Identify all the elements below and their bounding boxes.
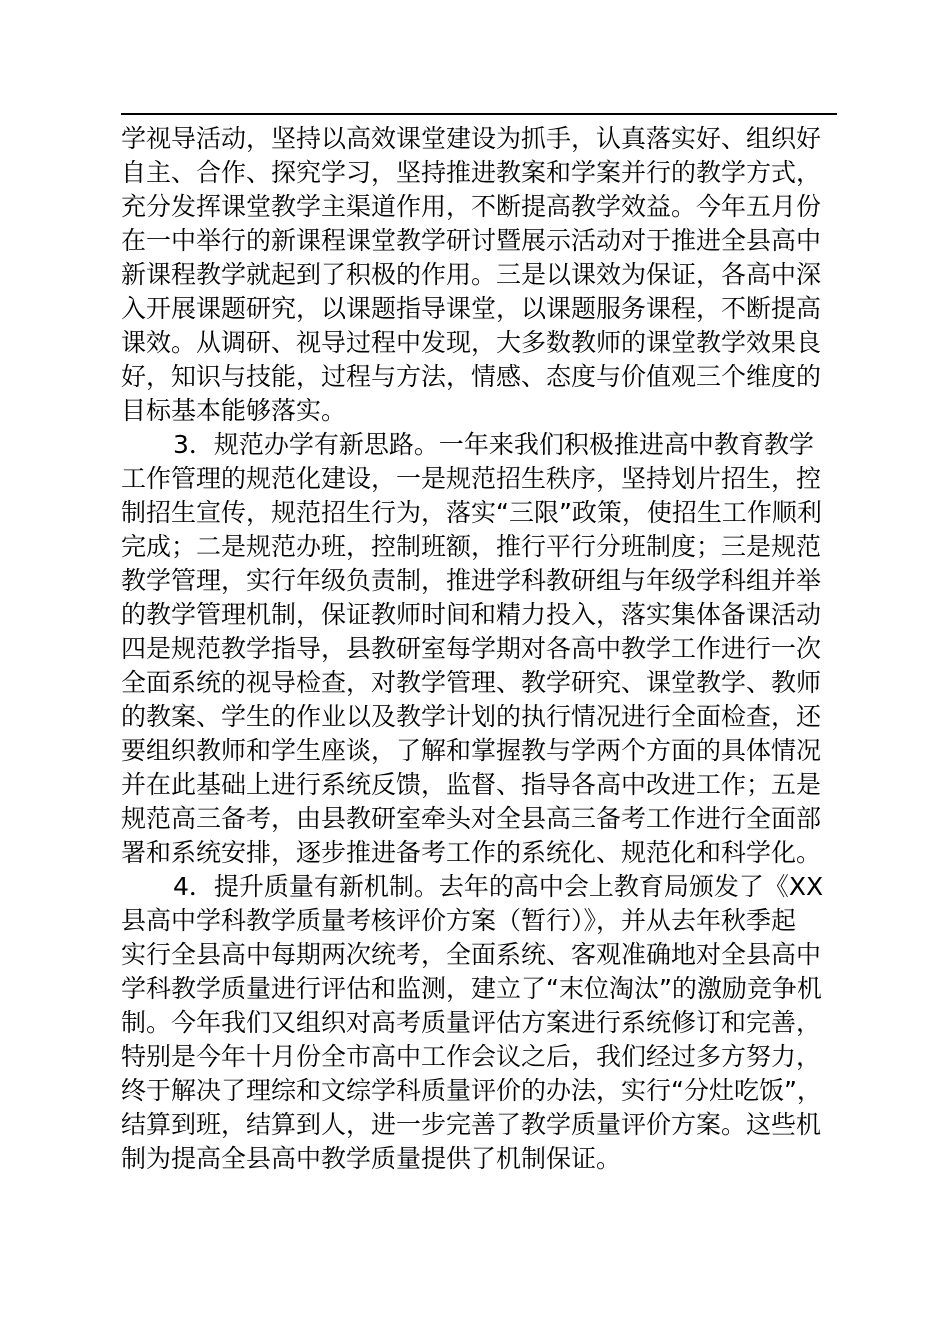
paragraph-heading-3: 3．规范办学有新思路。一年来我们积极推进高中教育教学 xyxy=(173,430,814,459)
text-line: 全面系统的视导检查，对教学管理、教学研究、课堂教学、教师 xyxy=(121,668,822,697)
text-line: 课效。从调研、视导过程中发现，大多数教师的课堂教学效果良 xyxy=(121,328,822,357)
text-line: 好，知识与技能，过程与方法，情感、态度与价值观三个维度的 xyxy=(121,362,822,391)
text-line: 入开展课题研究，以课题指导课堂，以课题服务课程，不断提高 xyxy=(121,294,822,323)
text-line: 充分发挥课堂教学主渠道作用，不断提高教学效益。今年五月份 xyxy=(121,192,822,221)
text-line: 学视导活动，坚持以高效课堂建设为抓手，认真落实好、组织好 xyxy=(121,124,822,153)
text-line: 要组织教师和学生座谈，了解和掌握教与学两个方面的具体情况 xyxy=(121,736,822,765)
text-line: 制招生宣传，规范招生行为，落实“三限”政策，使招生工作顺利 xyxy=(121,498,822,527)
text-line: 署和系统安排，逐步推进备考工作的系统化、规范化和科学化。 xyxy=(121,838,822,867)
text-line: 教学管理，实行年级负责制，推进学科教研组与年级学科组并举 xyxy=(121,566,822,595)
text-line: 的教案、学生的作业以及教学计划的执行情况进行全面检查，还 xyxy=(121,702,822,731)
text-line: 完成；二是规范办班，控制班额，推行平行分班制度；三是规范 xyxy=(121,532,822,561)
text-line: 自主、合作、探究学习，坚持推进教案和学案并行的教学方式， xyxy=(121,158,822,187)
text-line: 新课程教学就起到了积极的作用。三是以课效为保证，各高中深 xyxy=(121,260,822,289)
text-line: 终于解决了理综和文综学科质量评价的办法，实行“分灶吃饭”， xyxy=(121,1076,822,1105)
header-rule xyxy=(121,113,837,115)
text-line: 四是规范教学指导，县教研室每学期对各高中教学工作进行一次 xyxy=(121,634,822,663)
text-line: 结算到班，结算到人，进一步完善了教学质量评价方案。这些机 xyxy=(121,1110,822,1139)
text-line: 目标基本能够落实。 xyxy=(121,396,347,425)
text-line: 实行全县高中每期两次统考，全面系统、客观准确地对全县高中 xyxy=(121,940,822,969)
text-line: 学科教学质量进行评估和监测，建立了“末位淘汰”的激励竞争机 xyxy=(121,974,822,1003)
text-line: 工作管理的规范化建设，一是规范招生秩序，坚持划片招生，控 xyxy=(121,464,822,493)
text-line: 特别是今年十月份全市高中工作会议之后，我们经过多方努力， xyxy=(121,1042,822,1071)
text-line: 制。今年我们又组织对高考质量评估方案进行系统修订和完善， xyxy=(121,1008,822,1037)
text-line: 的教学管理机制，保证教师时间和精力投入，落实集体备课活动 xyxy=(121,600,822,629)
paragraph-heading-4: 4．提升质量有新机制。去年的高中会上教育局颁发了《XX xyxy=(173,872,824,901)
text-line: 并在此基础上进行系统反馈，监督、指导各高中改进工作；五是 xyxy=(121,770,822,799)
text-line: 在一中举行的新课程课堂教学研讨暨展示活动对于推进全县高中 xyxy=(121,226,822,255)
text-line: 制为提高全县高中教学质量提供了机制保证。 xyxy=(121,1144,622,1173)
text-line: 规范高三备考，由县教研室牵头对全县高三备考工作进行全面部 xyxy=(121,804,822,833)
text-line: 县高中学科教学质量考核评价方案（暂行）》，并从去年秋季起 xyxy=(121,906,797,935)
